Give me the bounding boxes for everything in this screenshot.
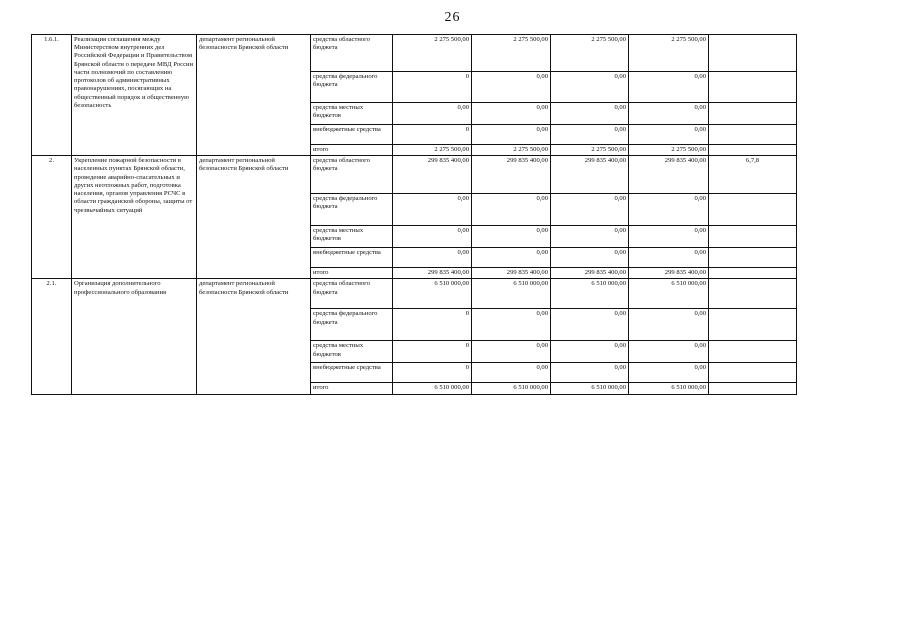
item-executor: департамент региональной безопасности Брянской области [197,156,311,279]
item-executor: департамент региональной безопасности Брянской области [197,35,311,156]
funding-source: внебюджетные средства [311,248,393,268]
funding-source: средства федерального бюджета [311,72,393,103]
amount-cell: 299 835 400,00 [393,156,472,194]
amount-cell: 0,00 [629,363,709,383]
amount-cell: 0,00 [393,226,472,248]
amount-cell: 6 510 000,00 [393,279,472,309]
table-row [32,35,797,72]
amount-cell: 0,00 [629,103,709,125]
amount-cell: 0 [393,363,472,383]
amount-cell: 0,00 [393,103,472,125]
item-executor: департамент региональной безопасности Брянской области [197,279,311,394]
amount-cell: 0,00 [551,194,629,226]
amount-cell: 0,00 [629,226,709,248]
amount-cell: 0 [393,125,472,145]
amount-cell: 2 275 500,00 [393,145,472,156]
amount-cell: 0,00 [551,363,629,383]
note-cell [709,268,797,279]
note-cell [709,194,797,226]
note-cell [709,279,797,309]
note-cell [709,125,797,145]
amount-cell: 0,00 [551,125,629,145]
note-cell [709,341,797,363]
note-cell [709,103,797,125]
amount-cell: 0,00 [551,226,629,248]
item-number: 1.6.1. [32,35,72,156]
total-label: итого [311,145,393,156]
funding-source: внебюджетные средства [311,363,393,383]
amount-cell: 6 510 000,00 [551,383,629,394]
amount-cell: 0,00 [472,72,551,103]
amount-cell: 6 510 000,00 [472,383,551,394]
funding-source: средства федерального бюджета [311,194,393,226]
item-number: 2. [32,156,72,279]
amount-cell: 299 835 400,00 [629,156,709,194]
funding-source: средства местных бюджетов [311,103,393,125]
amount-cell: 6 510 000,00 [551,279,629,309]
amount-cell: 0,00 [629,72,709,103]
amount-cell: 0,00 [393,194,472,226]
amount-cell: 2 275 500,00 [393,35,472,72]
note-cell [709,226,797,248]
amount-cell: 0,00 [472,363,551,383]
amount-cell: 6 510 000,00 [472,279,551,309]
amount-cell: 0,00 [472,226,551,248]
amount-cell: 2 275 500,00 [629,145,709,156]
table-row [32,156,797,194]
amount-cell: 0,00 [551,309,629,341]
amount-cell: 2 275 500,00 [629,35,709,72]
amount-cell: 2 275 500,00 [472,145,551,156]
amount-cell: 0,00 [551,248,629,268]
amount-cell: 0,00 [629,194,709,226]
amount-cell: 0,00 [551,103,629,125]
funding-source: средства областного бюджета [311,35,393,72]
amount-cell: 0 [393,341,472,363]
note-cell [709,383,797,394]
budget-table [31,34,797,395]
amount-cell: 2 275 500,00 [551,145,629,156]
funding-source: средства местных бюджетов [311,341,393,363]
note-cell [709,363,797,383]
note-cell [709,35,797,72]
amount-cell: 0,00 [551,341,629,363]
amount-cell: 299 835 400,00 [629,268,709,279]
amount-cell: 0,00 [629,125,709,145]
amount-cell: 6 510 000,00 [393,383,472,394]
total-label: итого [311,383,393,394]
amount-cell: 6 510 000,00 [629,279,709,309]
item-description: Укрепление пожарной безопасности в населенных пунктах Брянской области, проведение аварийно-спасательных и других неотложных работ, подготовка населения, органов управления РСЧС в области гражданской обороны, защиты от чрезвычайных ситуаций [72,156,197,279]
amount-cell: 2 275 500,00 [472,35,551,72]
amount-cell: 299 835 400,00 [472,268,551,279]
amount-cell: 299 835 400,00 [393,268,472,279]
table-row [32,279,797,309]
funding-source: средства местных бюджетов [311,226,393,248]
amount-cell: 2 275 500,00 [551,35,629,72]
note-cell [709,145,797,156]
note-cell [709,309,797,341]
amount-cell: 0,00 [551,72,629,103]
item-description: Реализация соглашения между Министерством внутренних дел Российской Федерации и Правительством Брянской области о передаче МВД России части полномочий по составлению протоколов об административных правонарушениях, посягающих на общественный порядок и общественную безопасность [72,35,197,156]
total-label: итого [311,268,393,279]
amount-cell: 0,00 [472,248,551,268]
amount-cell: 0,00 [472,103,551,125]
amount-cell: 0,00 [472,125,551,145]
amount-cell: 0 [393,309,472,341]
amount-cell: 6 510 000,00 [629,383,709,394]
amount-cell: 299 835 400,00 [551,268,629,279]
amount-cell: 0,00 [393,248,472,268]
funding-source: средства областного бюджета [311,279,393,309]
item-description: Организация дополнительного профессионального образования [72,279,197,394]
item-number: 2.1. [32,279,72,394]
amount-cell: 299 835 400,00 [551,156,629,194]
amount-cell: 0 [393,72,472,103]
amount-cell: 299 835 400,00 [472,156,551,194]
page-number: 26 [444,10,461,25]
amount-cell: 0,00 [472,194,551,226]
funding-source: средства областного бюджета [311,156,393,194]
amount-cell: 0,00 [629,309,709,341]
amount-cell: 0,00 [629,248,709,268]
note-cell [709,72,797,103]
funding-source: внебюджетные средства [311,125,393,145]
funding-source: средства федерального бюджета [311,309,393,341]
note-cell: 6,7,8 [709,156,797,194]
amount-cell: 0,00 [472,309,551,341]
amount-cell: 0,00 [629,341,709,363]
note-cell [709,248,797,268]
amount-cell: 0,00 [472,341,551,363]
